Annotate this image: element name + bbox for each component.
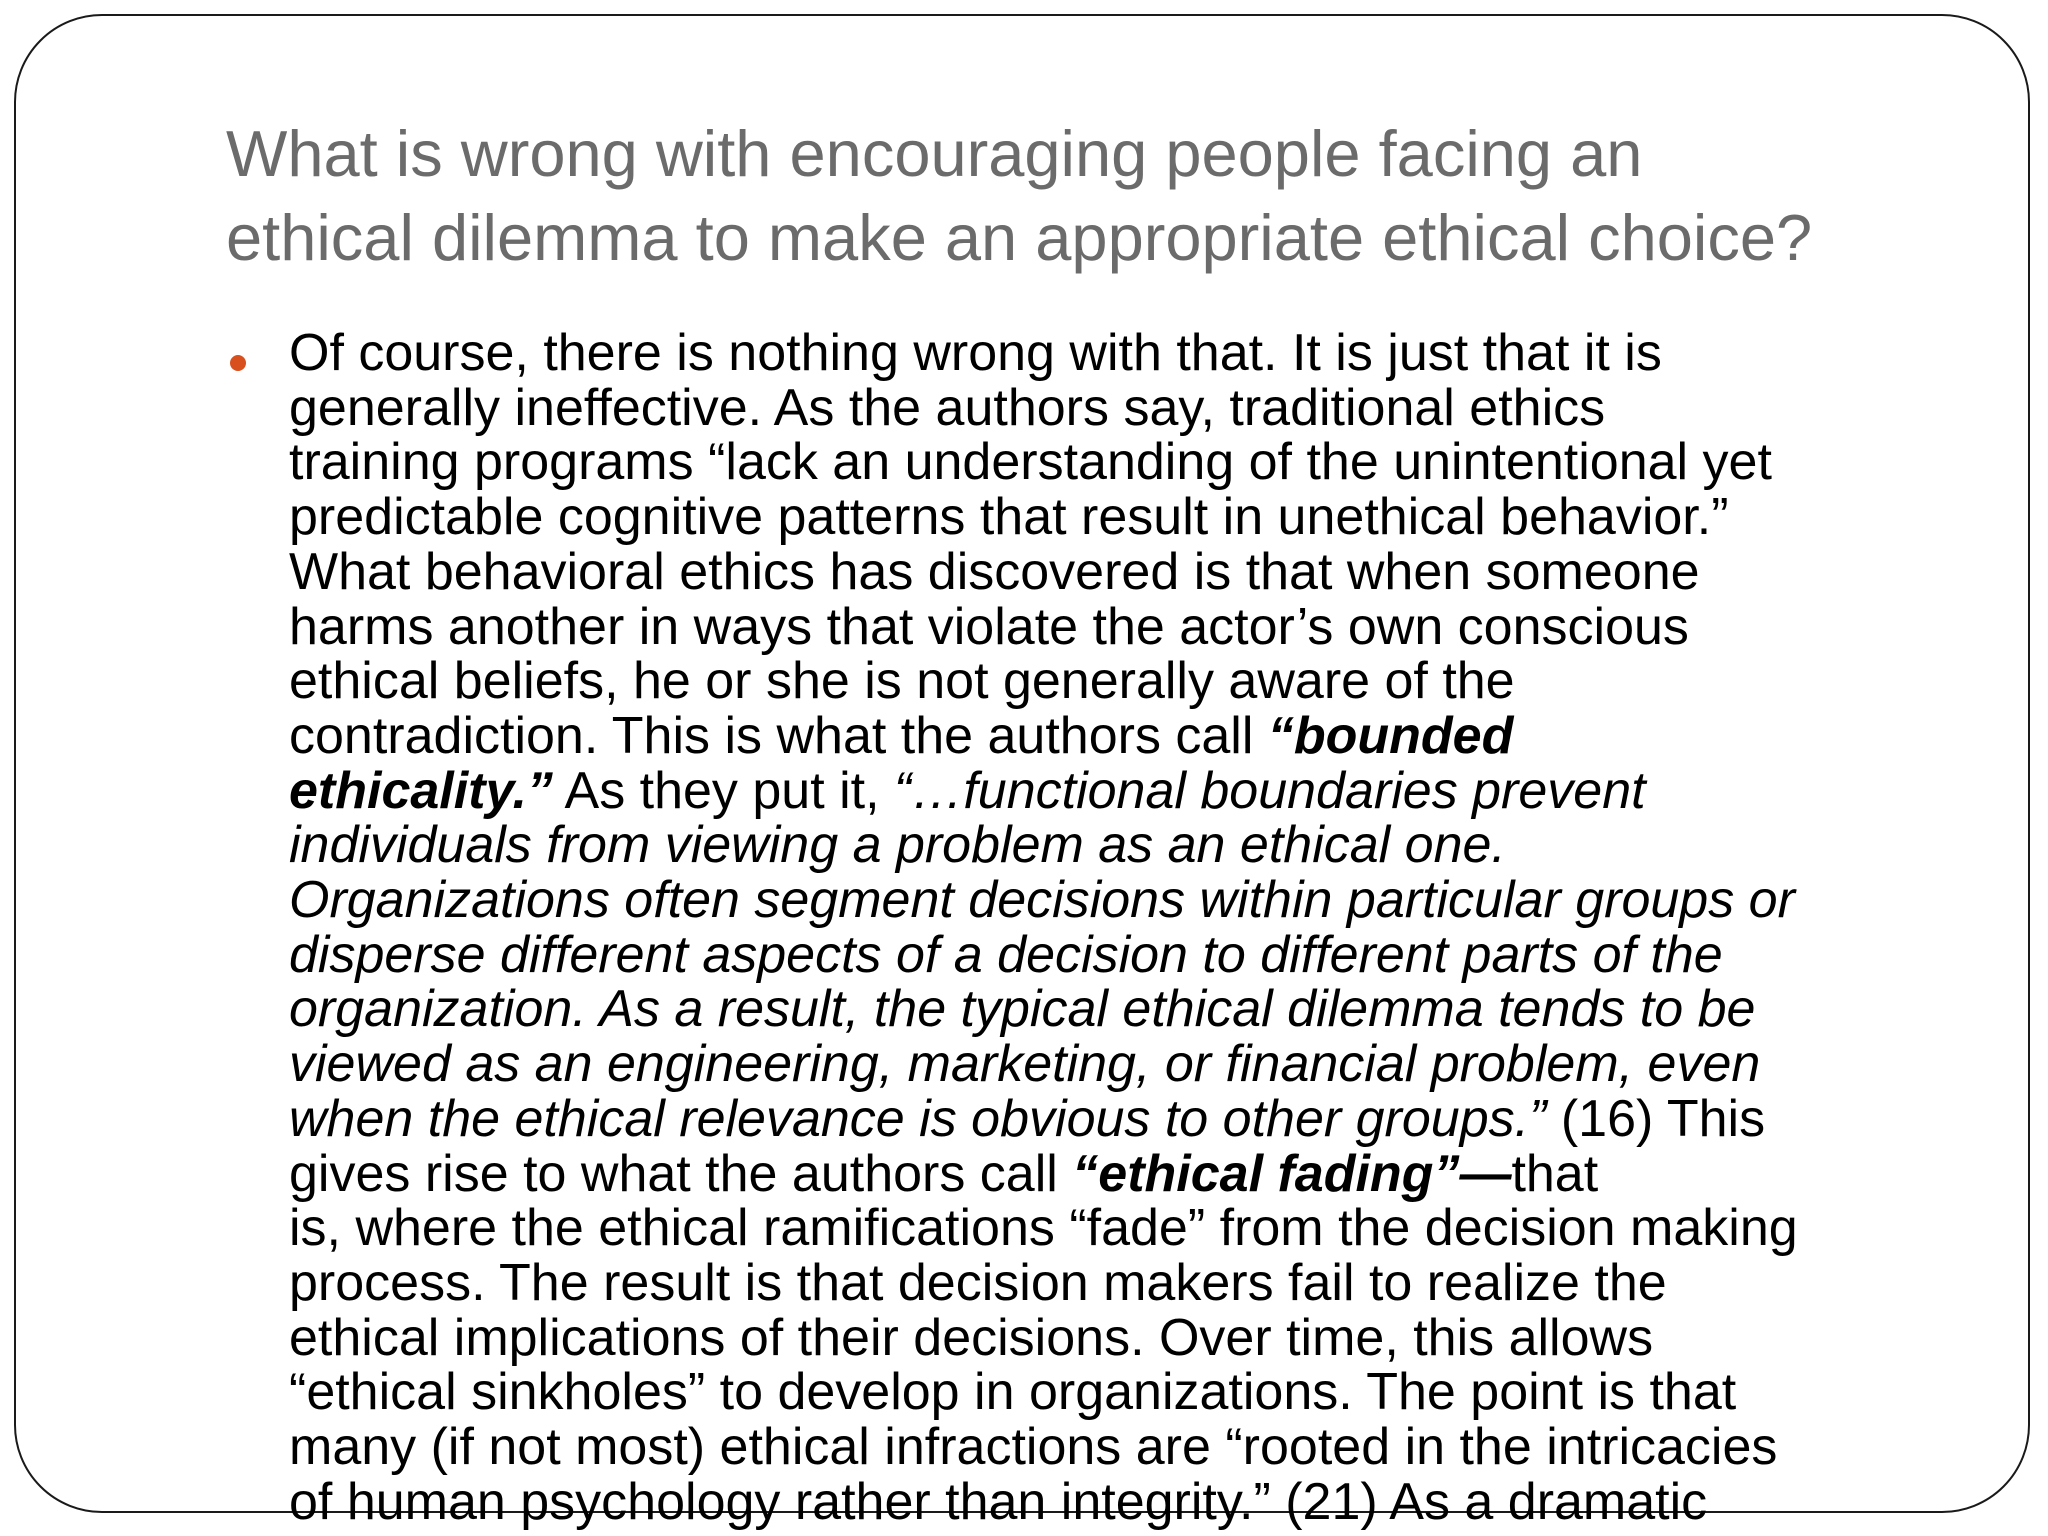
text-run: individuals from viewing a problem as an ethical one. bbox=[289, 816, 1506, 875]
text-run: of human psychology rather than integrity.” (21) As a dramatic bbox=[289, 1472, 1708, 1531]
bullet-text bbox=[289, 326, 1979, 1529]
text-run: “ethical fading”— bbox=[1072, 1144, 1512, 1203]
text-run: gives rise to what the authors call bbox=[289, 1144, 1073, 1203]
text-run: “…functional boundaries prevent bbox=[894, 761, 1646, 820]
bullet-text-line bbox=[289, 762, 1646, 820]
text-run: ethical beliefs, he or she is not generally aware of the bbox=[289, 652, 1515, 711]
text-run: Of course, there is nothing wrong with that. It is just that it is bbox=[289, 324, 1662, 382]
bullet-text-line bbox=[289, 707, 1513, 765]
text-run: generally ineffective. As the authors say, traditional ethics bbox=[289, 378, 1606, 437]
text-run: that bbox=[1511, 1144, 1599, 1203]
bullet-text-line bbox=[289, 543, 1700, 601]
bullet-text-line bbox=[289, 598, 1689, 656]
bullet-dot-icon bbox=[230, 355, 246, 371]
text-run: when the ethical relevance is obvious to other groups.” bbox=[289, 1089, 1547, 1148]
bullet-text-line bbox=[289, 1254, 1667, 1312]
bullet-text-line bbox=[289, 926, 1723, 984]
text-run: As they put it, bbox=[552, 761, 895, 820]
text-run: many (if not most) ethical infractions are “rooted in the intricacies bbox=[289, 1418, 1778, 1477]
text-run: “bounded bbox=[1267, 706, 1514, 765]
text-run: disperse different aspects of a decision to different parts of the bbox=[289, 925, 1723, 984]
bullet-text-line bbox=[289, 1363, 1736, 1421]
bullet-text-line bbox=[289, 980, 1755, 1038]
text-run: process. The result is that decision makers fail to realize the bbox=[289, 1253, 1667, 1312]
text-run: ethicality.” bbox=[289, 761, 553, 820]
bullet-text-line bbox=[289, 433, 1772, 491]
bullet-text-line bbox=[289, 1199, 1798, 1257]
bullet-text-line bbox=[289, 1473, 1707, 1531]
title-line-2: ethical dilemma to make an appropriate ethical choice? bbox=[226, 201, 1813, 274]
text-run: contradiction. This is what the authors call bbox=[289, 706, 1268, 765]
text-run: is, where the ethical ramifications “fade” from the decision making bbox=[289, 1199, 1798, 1258]
bullet-text-line bbox=[289, 324, 1662, 382]
bullet-text-line bbox=[289, 379, 1605, 437]
bullet-text-line bbox=[289, 816, 1506, 874]
bullet-text-line bbox=[289, 1309, 1653, 1367]
bullet-text-line bbox=[289, 652, 1515, 710]
text-run: training programs “lack an understanding of the unintentional yet bbox=[289, 433, 1772, 492]
text-run: (16) This bbox=[1546, 1089, 1766, 1148]
slide-title bbox=[226, 112, 1986, 280]
title-line-1: What is wrong with encouraging people facing an bbox=[226, 117, 1643, 190]
bullet-text-line bbox=[289, 1145, 1598, 1203]
bullet-text-line bbox=[289, 1418, 1777, 1476]
text-run: ethical implications of their decisions. Over time, this allows bbox=[289, 1308, 1654, 1367]
text-run: viewed as an engineering, marketing, or financial problem, even bbox=[289, 1035, 1761, 1094]
text-run: What behavioral ethics has discovered is that when someone bbox=[289, 542, 1700, 601]
text-run: “ethical sinkholes” to develop in organizations. The point is that bbox=[289, 1363, 1737, 1422]
bullet-text-line bbox=[289, 1035, 1760, 1093]
text-run: organization. As a result, the typical ethical dilemma tends to be bbox=[289, 980, 1756, 1039]
text-run: harms another in ways that violate the actor’s own conscious bbox=[289, 597, 1689, 656]
bullet-text-line bbox=[289, 1090, 1765, 1148]
text-run: Organizations often segment decisions within particular groups or bbox=[289, 871, 1795, 930]
bullet-text-line bbox=[289, 488, 1729, 546]
bullet-text-line bbox=[289, 871, 1795, 929]
text-run: predictable cognitive patterns that result in unethical behavior.” bbox=[289, 488, 1729, 547]
